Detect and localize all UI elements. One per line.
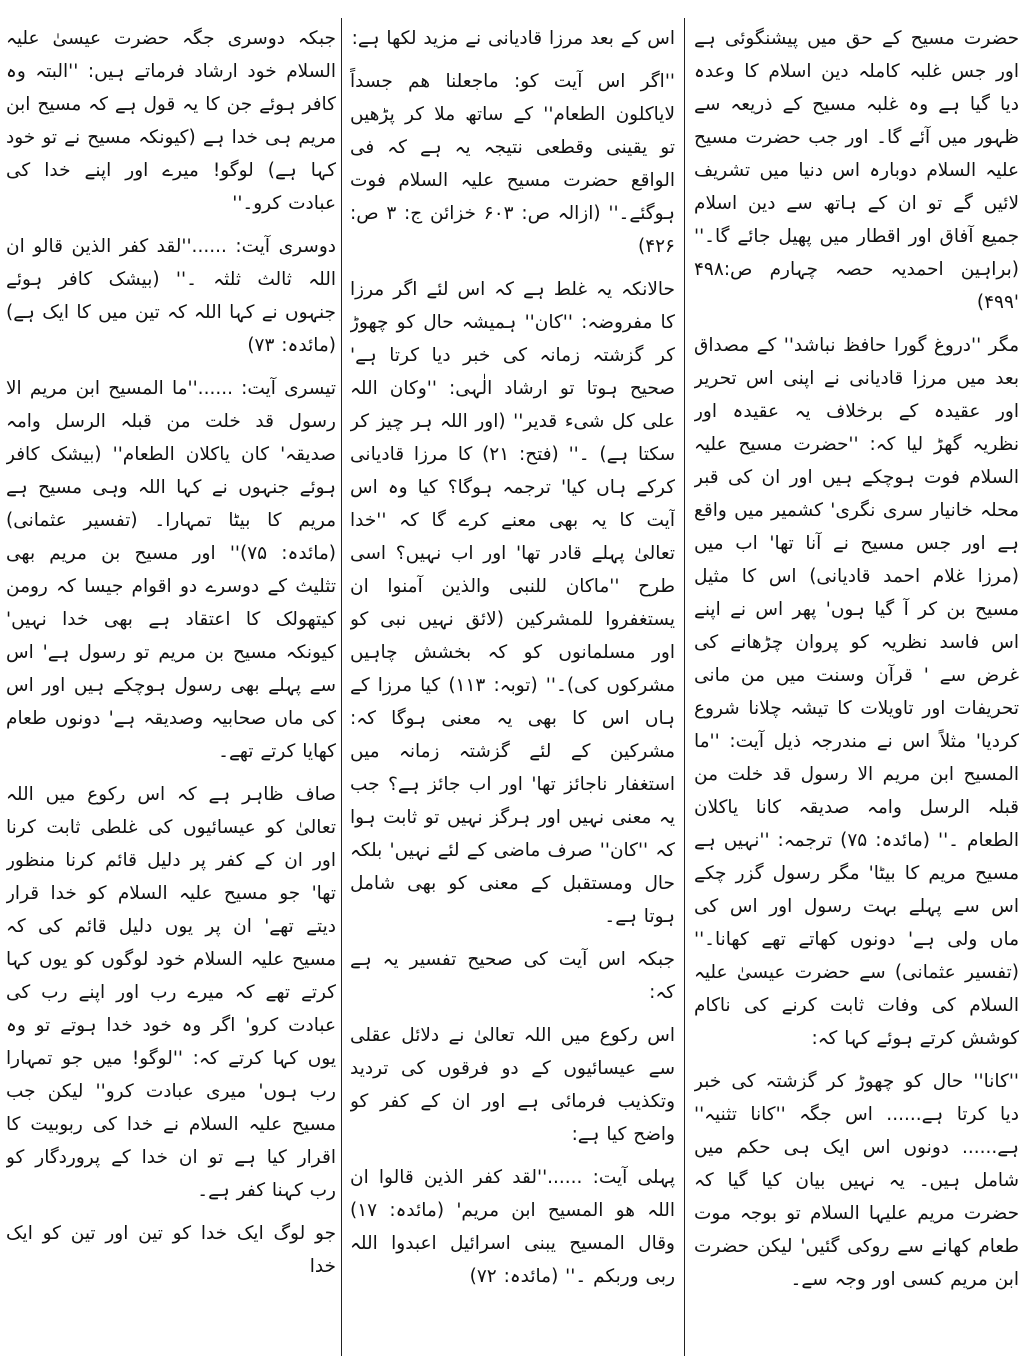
paragraph: حضرت مسیح کے حق میں پیشنگوئی ہے اور جس غلبہ کاملہ دین اسلام کا وعدہ دیا گیا ہے وہ غلبہ مسیح کے ذریعہ سے ظہور میں آئے گا۔ اور جب حضرت مسیح علیہ السلام دوبارہ اس دنیا میں تشریف لائیں گے تو ان کے ہاتھ سے دین اسلام جمیع آفاق اور اقطار میں پھیل جائے گا۔'' (براہین احمدیہ حصہ چہارم ص:۴۹۸ '۴۹۹) (694, 28, 1019, 313)
column-middle (350, 22, 675, 1354)
paragraph: پہلی آیت: ......''لقد کفر الذین قالوا ان اللہ ھو المسیح ابن مریم' (مائدہ: ۱۷) وقال المسیح یبنی اسرائیل اعبدوا اللہ ربی وربکم ۔'' (مائدہ: ۷۲) (350, 1167, 675, 1287)
paragraph: جبکہ دوسری جگہ حضرت عیسیٰ علیہ السلام خود ارشاد فرماتے ہیں: ''البتہ وہ کافر ہوئے جن کا یہ قول ہے کہ مسیح ابن مریم ہی خدا ہے (کیونکہ مسیح نے تو خود کہا ہے) لوگو! میرے اور اپنے خدا کی عبادت کرو۔'' (6, 28, 336, 214)
paragraph: جو لوگ ایک خدا کو تین اور تین کو ایک خدا (6, 1223, 336, 1277)
paragraph: تیسری آیت: ......''ما المسیح ابن مریم الا رسول قد خلت من قبلہ الرسل وامہ صدیقہ' کان یاکلان الطعام'' (بیشک کافر ہوئے جنہوں نے کہا اللہ وہی مسیح ہے مریم کا بیٹا تمہارا۔ (تفسیر عثمانی) (مائدہ: ۷۵)'' اور مسیح بن مریم بھی تثلیث کے دوسرے دو اقوام جیسا کہ رومن کیتھولک کا اعتقاد ہے بھی خدا نہیں' کیونکہ مسیح بن مریم تو رسول ہے' اس سے پہلے بھی رسول ہوچکے ہیں اور اس کی ماں صحابیہ وصدیقہ ہے' دونوں طعام کھایا کرتے تھے۔ (6, 378, 336, 762)
paragraph: مگر ''دروغ گورا حافظ نباشد'' کے مصداق بعد میں مرزا قادیانی نے اپنی اس تحریر اور عقیدہ کے برخلاف یہ عقیدہ اور نظریہ گھڑ لیا کہ: ''حضرت مسیح علیہ السلام فوت ہوچکے ہیں اور ان کی قبر محلہ خانیار سری نگری' کشمیر میں واقع ہے اور جس مسیح نے آنا تھا' اب میں (مرزا غلام احمد قادیانی) اس کا مثیل مسیح بن کر آ گیا ہوں' پھر اس نے اپنے اس فاسد نظریہ کو پروان چڑھانے کی غرض سے ' قرآن وسنت میں من مانی تحریفات اور تاویلات کا تیشہ چلانا شروع کردیا' مثلاً اس نے مندرجہ ذیل آیت: ''ما المسیح ابن مریم الا رسول قد خلت من قبلہ الرسل وامہ صدیقہ کانا یاکلان الطعام ۔'' (مائدہ: ۷۵) ترجمہ: ''نہیں ہے مسیح مریم کا بیٹا' مگر رسول گزر چکے اس سے پہلے بہت رسول اور اس کی ماں ولی ہے' دونوں کھاتے تھے کھانا۔'' (تفسیر عثمانی) سے حضرت عیسیٰ علیہ السلام کی وفات ثابت کرنے کی ناکام کوشش کرتے ہوئے کہا کہ: (694, 335, 1019, 1049)
column-left (6, 22, 336, 1354)
paragraph: صاف ظاہر ہے کہ اس رکوع میں اللہ تعالیٰ کو عیسائیوں کی غلطی ثابت کرنا اور ان کے کفر پر دلیل قائم کرنا منظور تھا' جو مسیح علیہ السلام کو خدا قرار دیتے تھے' ان پر یوں دلیل قائم کی کہ مسیح علیہ السلام خود لوگوں کو یوں کہا کرتے تھے کہ میرے رب اور اپنے رب کی عبادت کرو' اگر وہ خود خدا ہوتے تو وہ یوں کہا کرتے کہ: ''لوگو! میں جو تمہارا رب ہوں' میری عبادت کرو'' لیکن جب مسیح علیہ السلام نے خدا کی ربوبیت کا اقرار کیا ہے تو ان خدا کے پروردگار کو رب کہنا کفر ہے۔ (6, 784, 336, 1201)
paragraph: اس کے بعد مرزا قادیانی نے مزید لکھا ہے: (351, 28, 675, 49)
paragraph: دوسری آیت: ......''لقد کفر الذین قالو ان اللہ ثالث ثلثہ ۔'' (بیشک کافر ہوئے جنہوں نے کہا اللہ کہ تین میں کا ایک ہے) (مائدہ: ۷۳) (6, 236, 336, 356)
column-right (694, 22, 1019, 1354)
paragraph: ''اگر اس آیت کو: ماجعلنا ھم جسداً لایاکلون الطعام'' کے ساتھ ملا کر پڑھیں تو یقینی وقطعی نتیجہ یہ ہے کہ فی الواقع حضرت مسیح علیہ السلام فوت ہوگئے۔'' (ازالہ ص: ۶۰۳ خزائن ج: ۳ ص: ۴۲۶) (350, 71, 675, 257)
column-divider (684, 18, 685, 1356)
paragraph: اس رکوع میں اللہ تعالیٰ نے دلائل عقلی سے عیسائیوں کے دو فرقوں کی تردید وتکذیب فرمائی ہے اور ان کے کفر کو واضح کیا ہے: (350, 1025, 675, 1145)
paragraph: حالانکہ یہ غلط ہے کہ اس لئے اگر مرزا کا مفروضہ: ''کان'' ہمیشہ حال کو چھوڑ کر گزشتہ زمانہ کی خبر دیا کرتا ہے' صحیح ہوتا تو ارشاد الٰہی: ''وکان اللہ علی کل شیء قدیر'' (اور اللہ ہر چیز کر سکتا ہے) ۔'' (فتح: ۲۱) کا مرزا قادیانی کرکے ہاں کیا' ترجمہ ہوگا؟ کیا وہ اس آیت کا یہ بھی معنے کرے گا کہ ''خدا تعالیٰ پہلے قادر تھا' اور اب نہیں؟ اسی طرح ''ماکان للنبی والذین آمنوا ان یستغفروا للمشرکین (لائق نہیں نبی کو اور مسلمانوں کو کہ بخشش چاہیں مشرکوں کی)۔'' (توبہ: ۱۱۳) کیا مرزا کے ہاں اس کا بھی یہ معنی ہوگا کہ: مشرکین کے لئے گزشتہ زمانہ میں استغفار ناجائز تھا' اور اب جائز ہے؟ جب یہ معنی نہیں اور ہرگز نہیں تو ثابت ہوا کہ ''کان'' صرف ماضی کے لئے نہیں' بلکہ حال ومستقبل کے معنی کو بھی شامل ہوتا ہے۔ (350, 279, 675, 927)
paragraph: جبکہ اس آیت کی صحیح تفسیر یہ ہے کہ: (350, 949, 675, 1003)
column-divider (341, 18, 342, 1356)
paragraph: ''کانا'' حال کو چھوڑ کر گزشتہ کی خبر دیا کرتا ہے...... اس جگہ ''کانا تثنیہ'' ہے...... دونوں اس ایک ہی حکم میں شامل ہیں۔ یہ نہیں بیان کیا گیا کہ حضرت مریم علیہا السلام تو بوجہ موت طعام کھانے سے روکی گئیں' لیکن حضرت ابن مریم کسی اور وجہ سے۔ (694, 1071, 1019, 1290)
